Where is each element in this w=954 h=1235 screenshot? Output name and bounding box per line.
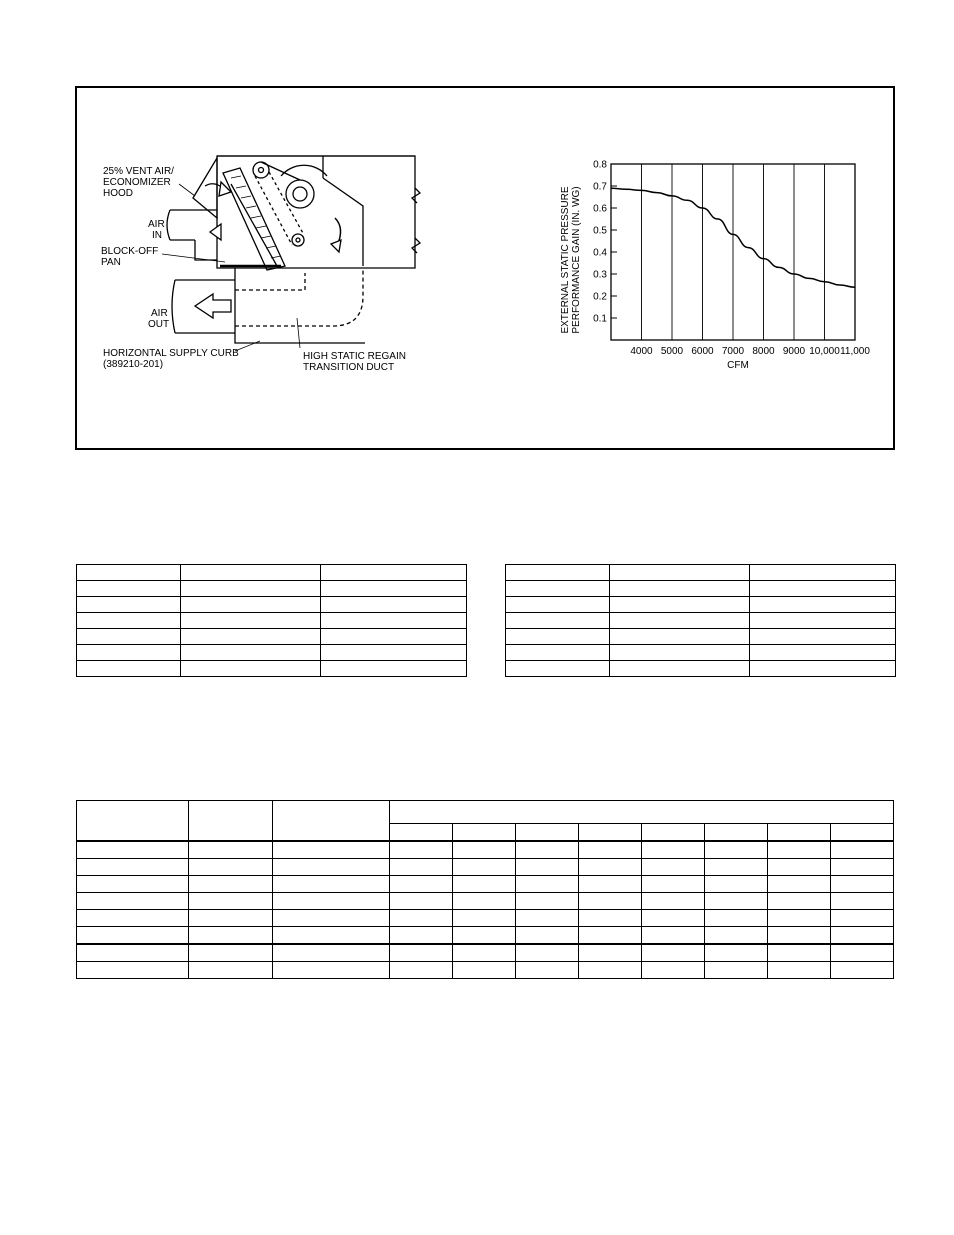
table-cell: [705, 859, 768, 876]
table-cell: [831, 944, 894, 962]
y-tick-label: 0.8: [593, 159, 607, 171]
table-cell: [579, 910, 642, 927]
table-cell: [516, 927, 579, 945]
table-cell: [453, 927, 516, 945]
table-cell: [768, 841, 831, 859]
table-row: [506, 597, 896, 613]
table-cell: [77, 893, 189, 910]
table-cell: [390, 944, 453, 962]
table-cell: [516, 841, 579, 859]
table-cell: [831, 876, 894, 893]
table-cell: [390, 841, 453, 859]
table-cell: [273, 859, 390, 876]
y-tick-label: 0.7: [593, 181, 607, 193]
table-cell: [181, 565, 321, 581]
table-cell: [390, 910, 453, 927]
table-cell: [506, 613, 610, 629]
table-cell: [321, 661, 467, 677]
table-cell: [516, 910, 579, 927]
y-tick-label: 0.1: [593, 313, 607, 325]
table-cell: [189, 841, 273, 859]
y-tick-label: 0.4: [593, 247, 607, 259]
y-axis-label-line1: EXTERNAL STATIC PRESSURE: [560, 186, 571, 334]
table-row: [506, 613, 896, 629]
x-tick-label: 11,000: [840, 346, 870, 357]
table-cell: [321, 581, 467, 597]
table-cell: [181, 613, 321, 629]
table-cell: [768, 876, 831, 893]
table-row: [77, 927, 894, 945]
table-cell: [506, 565, 610, 581]
table-cell: [705, 927, 768, 945]
table-cell: [77, 581, 181, 597]
y-tick-label: 0.3: [593, 269, 607, 281]
y-tick-label: 0.2: [593, 291, 607, 303]
table-row: [506, 581, 896, 597]
table-cell: [77, 962, 189, 979]
table-cell: [390, 859, 453, 876]
x-tick-label: 9000: [782, 346, 806, 357]
table-cell: [705, 944, 768, 962]
table-row: [506, 645, 896, 661]
table-cell: [750, 661, 896, 677]
table-cell: [705, 962, 768, 979]
table-cell: [750, 629, 896, 645]
table-cell: [579, 824, 642, 842]
table-row: [506, 661, 896, 677]
table-cell: [610, 565, 750, 581]
table-cell: [506, 661, 610, 677]
table-cell: [579, 893, 642, 910]
table-cell: [750, 581, 896, 597]
table-cell: [77, 944, 189, 962]
table-cell: [579, 962, 642, 979]
label-vent-hood-2: ECONOMIZER: [103, 177, 171, 188]
table-row: [77, 962, 894, 979]
label-air-in-2: IN: [152, 230, 162, 241]
table-cell: [705, 893, 768, 910]
table-cell: [273, 841, 390, 859]
table-cell: [610, 613, 750, 629]
table-cell: [181, 661, 321, 677]
table-cell: [77, 661, 181, 677]
table-cell: [77, 629, 181, 645]
table-cell: [77, 910, 189, 927]
table-cell: [77, 597, 181, 613]
table-row: [77, 661, 467, 677]
economizer-hood: [193, 158, 217, 218]
chart-ticks: [593, 160, 870, 358]
table-cell: [453, 962, 516, 979]
table-cell: [273, 801, 390, 842]
table-cell: [453, 824, 516, 842]
table-cell: [516, 944, 579, 962]
table-cell: [390, 801, 894, 824]
x-tick-label: 5000: [660, 346, 684, 357]
table-cell: [273, 893, 390, 910]
label-air-out-2: OUT: [148, 319, 170, 330]
table-row: [77, 581, 467, 597]
table-row: [77, 859, 894, 876]
table-cell: [77, 859, 189, 876]
table-cell: [189, 927, 273, 945]
performance-gain-chart: [548, 152, 883, 377]
table-cell: [516, 876, 579, 893]
table-cell: [642, 824, 705, 842]
table-cell: [273, 962, 390, 979]
table-cell: [750, 613, 896, 629]
table-cell: [768, 944, 831, 962]
x-tick-label: 4000: [630, 346, 653, 357]
table-cell: [506, 581, 610, 597]
table-cell: [77, 841, 189, 859]
table-cell: [750, 645, 896, 661]
table-row: [77, 645, 467, 661]
table-cell: [189, 859, 273, 876]
table-cell: [189, 876, 273, 893]
table-cell: [610, 661, 750, 677]
pulley-bottom: [292, 234, 304, 246]
table-cell: [768, 893, 831, 910]
table-cell: [321, 565, 467, 581]
table-cell: [768, 927, 831, 945]
table-cell: [453, 944, 516, 962]
table-cell: [189, 893, 273, 910]
table-cell: [831, 893, 894, 910]
table-cell: [77, 876, 189, 893]
table-row: [77, 613, 467, 629]
table-cell: [610, 629, 750, 645]
table-cell: [768, 962, 831, 979]
transition-duct: [235, 270, 363, 326]
air-in-arrow: [210, 224, 221, 240]
table-cell: [506, 597, 610, 613]
data-table-bottom: [76, 800, 894, 979]
table-cell: [768, 859, 831, 876]
y-tick-label: 0.6: [593, 203, 607, 215]
table-cell: [453, 841, 516, 859]
table-cell: [77, 927, 189, 945]
table-cell: [321, 613, 467, 629]
table-cell: [642, 962, 705, 979]
table-cell: [321, 645, 467, 661]
table-cell: [77, 613, 181, 629]
table-cell: [610, 581, 750, 597]
label-block-off-2: PAN: [101, 257, 121, 268]
table-row: [77, 565, 467, 581]
table-row: [77, 841, 894, 859]
table-cell: [516, 893, 579, 910]
label-vent-hood-3: HOOD: [103, 188, 133, 199]
table-cell: [642, 841, 705, 859]
air-out-arrow: [195, 294, 231, 318]
label-curb-2: (389210-201): [103, 359, 164, 370]
table-cell: [831, 841, 894, 859]
table-cell: [181, 629, 321, 645]
label-vent-hood-1: 25% VENT AIR/: [103, 166, 174, 177]
x-tick-label: 6000: [691, 346, 714, 357]
x-axis-label: CFM: [727, 360, 749, 371]
table-cell: [321, 629, 467, 645]
table-cell: [831, 962, 894, 979]
table-cell: [273, 910, 390, 927]
table-cell: [390, 962, 453, 979]
table-cell: [181, 645, 321, 661]
table-cell: [390, 824, 453, 842]
table-cell: [453, 876, 516, 893]
supply-curb: [235, 268, 365, 343]
table-cell: [453, 910, 516, 927]
table-cell: [579, 859, 642, 876]
label-air-in-1: AIR: [148, 219, 165, 230]
x-tick-label: 8000: [752, 346, 775, 357]
table-cell: [579, 841, 642, 859]
table-cell: [189, 910, 273, 927]
table-cell: [516, 859, 579, 876]
table-cell: [610, 645, 750, 661]
table-cell: [750, 565, 896, 581]
label-air-out-1: AIR: [151, 308, 168, 319]
table-cell: [189, 962, 273, 979]
table-cell: [189, 944, 273, 962]
table-cell: [705, 824, 768, 842]
y-axis-label-line2: PERFORMANCE GAIN (IN. WG): [571, 186, 582, 334]
table-cell: [768, 824, 831, 842]
fan-wheel: [286, 180, 314, 208]
table-cell: [321, 597, 467, 613]
table-row: [77, 876, 894, 893]
table-row: [77, 944, 894, 962]
table-row: [77, 910, 894, 927]
table-cell: [705, 876, 768, 893]
table-cell: [579, 876, 642, 893]
table-cell: [77, 645, 181, 661]
table-cell: [390, 927, 453, 945]
table-cell: [77, 801, 189, 842]
x-tick-label: 7000: [721, 346, 745, 357]
table-row: [506, 565, 896, 581]
table-cell: [768, 910, 831, 927]
y-tick-label: 0.5: [593, 225, 607, 237]
label-duct-1: HIGH STATIC REGAIN: [303, 351, 406, 362]
table-cell: [77, 565, 181, 581]
table-cell: [642, 944, 705, 962]
table-cell: [453, 859, 516, 876]
table-cell: [642, 927, 705, 945]
table-cell: [642, 910, 705, 927]
table-cell: [453, 893, 516, 910]
table-cell: [831, 824, 894, 842]
table-row: [77, 597, 467, 613]
table-cell: [642, 876, 705, 893]
curb-installation-diagram: [95, 148, 435, 378]
table-cell: [642, 859, 705, 876]
table-cell: [506, 629, 610, 645]
table-row: [77, 629, 467, 645]
table-cell: [390, 893, 453, 910]
table-cell: [831, 910, 894, 927]
data-table-right: [505, 564, 896, 677]
table-cell: [273, 944, 390, 962]
table-cell: [181, 581, 321, 597]
table-cell: [750, 597, 896, 613]
table-header-row: [77, 801, 894, 824]
label-block-off-1: BLOCK-OFF: [101, 246, 159, 257]
x-tick-label: 10,000: [809, 346, 840, 357]
table-cell: [506, 645, 610, 661]
label-duct-2: TRANSITION DUCT: [303, 362, 395, 373]
table-cell: [705, 841, 768, 859]
table-cell: [831, 859, 894, 876]
table-cell: [516, 962, 579, 979]
table-cell: [831, 927, 894, 945]
table-cell: [273, 927, 390, 945]
table-cell: [579, 944, 642, 962]
table-cell: [705, 910, 768, 927]
table-row: [506, 629, 896, 645]
label-curb-1: HORIZONTAL SUPPLY CURB: [103, 348, 239, 359]
data-table-left: [76, 564, 467, 677]
table-cell: [189, 801, 273, 842]
table-cell: [390, 876, 453, 893]
table-cell: [181, 597, 321, 613]
table-cell: [516, 824, 579, 842]
table-cell: [579, 927, 642, 945]
table-row: [77, 893, 894, 910]
table-cell: [642, 893, 705, 910]
table-cell: [610, 597, 750, 613]
table-cell: [273, 876, 390, 893]
